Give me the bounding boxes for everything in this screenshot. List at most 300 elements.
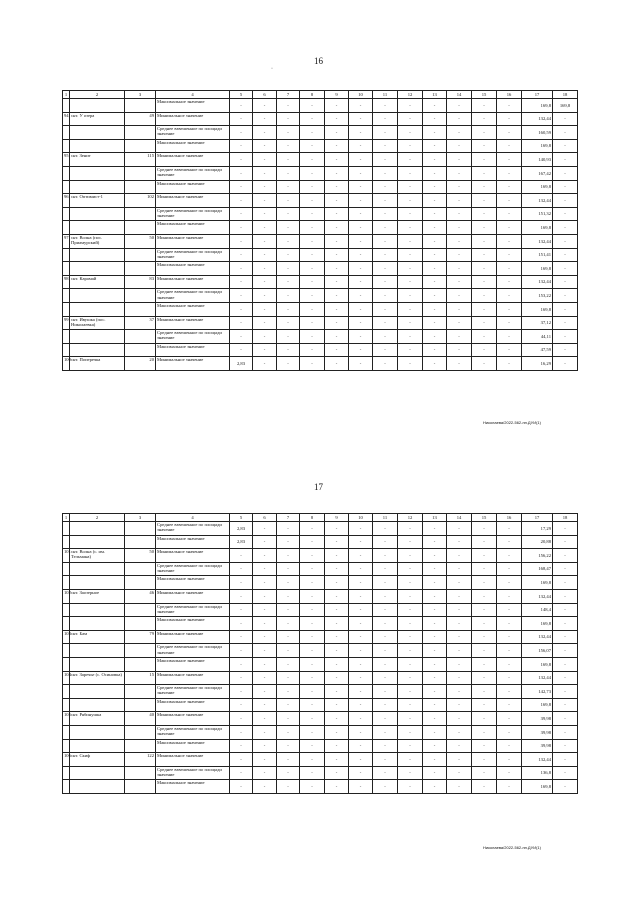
col-18-value: - bbox=[553, 535, 578, 549]
table-row bbox=[63, 576, 578, 590]
row-number-cell: 106 bbox=[63, 753, 70, 767]
col-5-value: - bbox=[230, 685, 253, 699]
settlement-name-cell bbox=[70, 766, 125, 780]
settlement-name-cell bbox=[70, 180, 125, 194]
col-15-value: - bbox=[472, 316, 497, 330]
settlement-name-cell: снт. Поперечка bbox=[70, 357, 125, 371]
col-7-value: - bbox=[277, 685, 300, 699]
col-17-value: 169,8 bbox=[522, 302, 553, 316]
col-17-value: 169,8 bbox=[522, 576, 553, 590]
col-13-value: - bbox=[423, 535, 447, 549]
col-15-value: - bbox=[472, 535, 497, 549]
col-17-value: 132,44 bbox=[522, 275, 553, 289]
plot-count-cell: 40 bbox=[125, 712, 156, 726]
col-15-value: - bbox=[472, 112, 497, 126]
settlement-name-cell bbox=[70, 139, 125, 153]
row-number-cell bbox=[63, 766, 70, 780]
row-number-cell: 96 bbox=[63, 194, 70, 208]
col-10-value: - bbox=[349, 712, 373, 726]
col-13-value: - bbox=[423, 780, 447, 794]
col-16-value: - bbox=[497, 99, 522, 113]
value-type-cell: Среднее взвешенное по площади значение bbox=[156, 207, 230, 221]
column-number: 6 bbox=[253, 91, 277, 99]
col-18-value: - bbox=[553, 549, 578, 563]
col-14-value: - bbox=[447, 630, 472, 644]
col-17-value: 169,8 bbox=[522, 139, 553, 153]
zone-values-table bbox=[62, 513, 578, 794]
col-7-value: - bbox=[277, 207, 300, 221]
col-7-value: - bbox=[277, 644, 300, 658]
col-11-value: - bbox=[373, 549, 398, 563]
settlement-name-cell bbox=[70, 221, 125, 235]
value-type-cell: Среднее взвешенное по площади значение bbox=[156, 562, 230, 576]
col-17-value: 132,44 bbox=[522, 753, 553, 767]
settlement-name-cell bbox=[70, 126, 125, 140]
table-row bbox=[63, 698, 578, 712]
value-type-cell: Максимальное значение bbox=[156, 139, 230, 153]
col-16-value: - bbox=[497, 549, 522, 563]
col-13-value: - bbox=[423, 522, 447, 536]
col-18-value: - bbox=[553, 753, 578, 767]
col-16-value: - bbox=[497, 603, 522, 617]
col-15-value: - bbox=[472, 262, 497, 276]
col-6-value: - bbox=[253, 766, 277, 780]
col-18-value: - bbox=[553, 180, 578, 194]
col-11-value: - bbox=[373, 685, 398, 699]
settlement-name-cell: снт. Волна (пос. Приамурский) bbox=[70, 234, 125, 248]
settlement-name-cell bbox=[70, 657, 125, 671]
col-7-value: - bbox=[277, 289, 300, 303]
table-row bbox=[63, 180, 578, 194]
table-row bbox=[63, 739, 578, 753]
row-number-cell bbox=[63, 725, 70, 739]
col-12-value: - bbox=[398, 589, 423, 603]
plot-count-cell: 83 bbox=[125, 275, 156, 289]
col-12-value: - bbox=[398, 207, 423, 221]
col-5-value: - bbox=[230, 316, 253, 330]
col-6-value: - bbox=[253, 330, 277, 344]
column-number: 1 bbox=[63, 91, 70, 99]
column-number-row bbox=[63, 514, 578, 522]
col-8-value: - bbox=[300, 630, 325, 644]
col-9-value: - bbox=[325, 153, 349, 167]
col-8-value: - bbox=[300, 685, 325, 699]
col-7-value: - bbox=[277, 139, 300, 153]
col-13-value: - bbox=[423, 630, 447, 644]
value-type-cell: Минимальное значение bbox=[156, 753, 230, 767]
col-7-value: - bbox=[277, 712, 300, 726]
col-13-value: - bbox=[423, 139, 447, 153]
col-11-value: - bbox=[373, 671, 398, 685]
col-16-value: - bbox=[497, 302, 522, 316]
col-8-value: - bbox=[300, 126, 325, 140]
value-type-cell: Максимальное значение bbox=[156, 262, 230, 276]
column-number: 8 bbox=[300, 91, 325, 99]
settlement-name-cell bbox=[70, 562, 125, 576]
row-number-cell bbox=[63, 644, 70, 658]
col-13-value: - bbox=[423, 126, 447, 140]
col-10-value: - bbox=[349, 139, 373, 153]
col-9-value: - bbox=[325, 126, 349, 140]
col-10-value: - bbox=[349, 180, 373, 194]
col-9-value: - bbox=[325, 671, 349, 685]
value-type-cell: Минимальное значение bbox=[156, 357, 230, 371]
col-12-value: - bbox=[398, 671, 423, 685]
col-15-value: - bbox=[472, 153, 497, 167]
col-14-value: - bbox=[447, 153, 472, 167]
settlement-name-cell bbox=[70, 603, 125, 617]
col-8-value: - bbox=[300, 535, 325, 549]
col-5-value: - bbox=[230, 603, 253, 617]
col-9-value: - bbox=[325, 725, 349, 739]
col-5-value: - bbox=[230, 221, 253, 235]
col-17-value: 151,41 bbox=[522, 248, 553, 262]
col-11-value: - bbox=[373, 535, 398, 549]
col-7-value: - bbox=[277, 562, 300, 576]
col-14-value: - bbox=[447, 221, 472, 235]
col-17-value: 132,44 bbox=[522, 630, 553, 644]
row-number-cell: 104 bbox=[63, 671, 70, 685]
column-number: 18 bbox=[553, 514, 578, 522]
column-number: 4 bbox=[156, 514, 230, 522]
col-11-value: - bbox=[373, 780, 398, 794]
col-13-value: - bbox=[423, 685, 447, 699]
value-type-cell: Максимальное значение bbox=[156, 576, 230, 590]
col-6-value: - bbox=[253, 343, 277, 357]
value-type-cell: Максимальное значение bbox=[156, 657, 230, 671]
col-5-value: - bbox=[230, 698, 253, 712]
row-number-cell bbox=[63, 330, 70, 344]
col-18-value: - bbox=[553, 698, 578, 712]
row-number-cell: 102 bbox=[63, 589, 70, 603]
col-10-value: - bbox=[349, 562, 373, 576]
col-6-value: - bbox=[253, 671, 277, 685]
col-14-value: - bbox=[447, 289, 472, 303]
value-type-cell: Минимальное значение bbox=[156, 112, 230, 126]
col-16-value: - bbox=[497, 576, 522, 590]
settlement-name-cell: снт. Заозерное bbox=[70, 589, 125, 603]
col-8-value: - bbox=[300, 343, 325, 357]
col-16-value: - bbox=[497, 289, 522, 303]
value-type-cell: Среднее взвешенное по площади значение bbox=[156, 522, 230, 536]
col-10-value: - bbox=[349, 549, 373, 563]
plot-count-cell bbox=[125, 99, 156, 113]
col-16-value: - bbox=[497, 180, 522, 194]
col-9-value: - bbox=[325, 712, 349, 726]
col-6-value: - bbox=[253, 112, 277, 126]
col-12-value: - bbox=[398, 139, 423, 153]
col-9-value: - bbox=[325, 576, 349, 590]
settlement-name-cell: снт. Ивушка (пос. Николаевка) bbox=[70, 316, 125, 330]
col-12-value: - bbox=[398, 180, 423, 194]
col-12-value: - bbox=[398, 753, 423, 767]
col-6-value: - bbox=[253, 221, 277, 235]
col-10-value: - bbox=[349, 275, 373, 289]
col-17-value: 44,11 bbox=[522, 330, 553, 344]
column-number: 11 bbox=[373, 91, 398, 99]
col-17-value: 151,32 bbox=[522, 207, 553, 221]
col-16-value: - bbox=[497, 617, 522, 631]
col-17-value: 140,93 bbox=[522, 153, 553, 167]
col-8-value: - bbox=[300, 153, 325, 167]
column-number: 3 bbox=[125, 91, 156, 99]
col-18-value: - bbox=[553, 562, 578, 576]
col-8-value: - bbox=[300, 698, 325, 712]
col-10-value: - bbox=[349, 330, 373, 344]
value-type-cell: Минимальное значение bbox=[156, 630, 230, 644]
col-12-value: - bbox=[398, 603, 423, 617]
col-13-value: - bbox=[423, 166, 447, 180]
col-8-value: - bbox=[300, 522, 325, 536]
col-14-value: - bbox=[447, 357, 472, 371]
col-9-value: - bbox=[325, 112, 349, 126]
col-17-value: 156,22 bbox=[522, 549, 553, 563]
col-18-value: 169,8 bbox=[553, 99, 578, 113]
col-5-value: - bbox=[230, 153, 253, 167]
col-15-value: - bbox=[472, 207, 497, 221]
column-number: 15 bbox=[472, 91, 497, 99]
col-12-value: - bbox=[398, 698, 423, 712]
row-number-cell bbox=[63, 685, 70, 699]
col-13-value: - bbox=[423, 343, 447, 357]
col-18-value: - bbox=[553, 357, 578, 371]
col-5-value: - bbox=[230, 234, 253, 248]
plot-count-cell bbox=[125, 126, 156, 140]
column-number: 11 bbox=[373, 514, 398, 522]
col-5-value: - bbox=[230, 262, 253, 276]
col-9-value: - bbox=[325, 248, 349, 262]
row-number-cell bbox=[63, 698, 70, 712]
column-number: 5 bbox=[230, 514, 253, 522]
col-16-value: - bbox=[497, 766, 522, 780]
col-13-value: - bbox=[423, 725, 447, 739]
col-14-value: - bbox=[447, 262, 472, 276]
table-row bbox=[63, 685, 578, 699]
col-7-value: - bbox=[277, 657, 300, 671]
settlement-name-cell bbox=[70, 617, 125, 631]
col-6-value: - bbox=[253, 549, 277, 563]
col-5-value: - bbox=[230, 139, 253, 153]
col-16-value: - bbox=[497, 112, 522, 126]
col-18-value: - bbox=[553, 262, 578, 276]
col-13-value: - bbox=[423, 562, 447, 576]
col-18-value: - bbox=[553, 522, 578, 536]
col-7-value: - bbox=[277, 316, 300, 330]
col-8-value: - bbox=[300, 712, 325, 726]
plot-count-cell: 79 bbox=[125, 630, 156, 644]
col-8-value: - bbox=[300, 725, 325, 739]
value-type-cell: Минимальное значение bbox=[156, 194, 230, 208]
col-11-value: - bbox=[373, 603, 398, 617]
col-18-value: - bbox=[553, 248, 578, 262]
row-number-cell bbox=[63, 221, 70, 235]
col-16-value: - bbox=[497, 685, 522, 699]
col-16-value: - bbox=[497, 207, 522, 221]
col-7-value: - bbox=[277, 576, 300, 590]
col-8-value: - bbox=[300, 289, 325, 303]
col-17-value: 169,8 bbox=[522, 180, 553, 194]
col-11-value: - bbox=[373, 522, 398, 536]
col-16-value: - bbox=[497, 780, 522, 794]
col-16-value: - bbox=[497, 275, 522, 289]
col-5-value: 2,83 bbox=[230, 522, 253, 536]
col-5-value: - bbox=[230, 248, 253, 262]
col-10-value: - bbox=[349, 194, 373, 208]
col-16-value: - bbox=[497, 739, 522, 753]
col-15-value: - bbox=[472, 234, 497, 248]
value-type-cell: Минимальное значение bbox=[156, 712, 230, 726]
col-7-value: - bbox=[277, 330, 300, 344]
table-row bbox=[63, 630, 578, 644]
col-10-value: - bbox=[349, 617, 373, 631]
col-11-value: - bbox=[373, 275, 398, 289]
col-18-value: - bbox=[553, 112, 578, 126]
col-18-value: - bbox=[553, 234, 578, 248]
col-12-value: - bbox=[398, 739, 423, 753]
row-number-cell: 101 bbox=[63, 549, 70, 563]
table-row bbox=[63, 671, 578, 685]
col-15-value: - bbox=[472, 522, 497, 536]
table-row bbox=[63, 522, 578, 536]
col-15-value: - bbox=[472, 671, 497, 685]
row-number-cell bbox=[63, 739, 70, 753]
column-number: 7 bbox=[277, 91, 300, 99]
col-13-value: - bbox=[423, 99, 447, 113]
col-5-value: - bbox=[230, 112, 253, 126]
col-11-value: - bbox=[373, 630, 398, 644]
col-17-value: 142,73 bbox=[522, 685, 553, 699]
col-13-value: - bbox=[423, 589, 447, 603]
col-11-value: - bbox=[373, 153, 398, 167]
row-number-cell bbox=[63, 99, 70, 113]
col-10-value: - bbox=[349, 302, 373, 316]
table-row bbox=[63, 780, 578, 794]
column-number: 18 bbox=[553, 91, 578, 99]
col-10-value: - bbox=[349, 657, 373, 671]
column-number: 14 bbox=[447, 91, 472, 99]
col-15-value: - bbox=[472, 357, 497, 371]
column-number: 13 bbox=[423, 91, 447, 99]
settlement-name-cell bbox=[70, 685, 125, 699]
col-10-value: - bbox=[349, 248, 373, 262]
col-17-value: 160,59 bbox=[522, 126, 553, 140]
col-6-value: - bbox=[253, 657, 277, 671]
row-number-cell bbox=[63, 207, 70, 221]
col-14-value: - bbox=[447, 766, 472, 780]
plot-count-cell bbox=[125, 657, 156, 671]
col-14-value: - bbox=[447, 549, 472, 563]
settlement-name-cell bbox=[70, 302, 125, 316]
col-15-value: - bbox=[472, 289, 497, 303]
col-15-value: - bbox=[472, 275, 497, 289]
col-15-value: - bbox=[472, 712, 497, 726]
col-18-value: - bbox=[553, 603, 578, 617]
col-12-value: - bbox=[398, 166, 423, 180]
value-type-cell: Максимальное значение bbox=[156, 221, 230, 235]
table-row bbox=[63, 562, 578, 576]
col-18-value: - bbox=[553, 153, 578, 167]
row-number-cell bbox=[63, 576, 70, 590]
col-16-value: - bbox=[497, 234, 522, 248]
settlement-name-cell: снт. Зенит bbox=[70, 153, 125, 167]
col-11-value: - bbox=[373, 739, 398, 753]
col-6-value: - bbox=[253, 535, 277, 549]
settlement-name-cell bbox=[70, 99, 125, 113]
col-11-value: - bbox=[373, 302, 398, 316]
col-9-value: - bbox=[325, 289, 349, 303]
col-13-value: - bbox=[423, 753, 447, 767]
col-11-value: - bbox=[373, 289, 398, 303]
col-13-value: - bbox=[423, 234, 447, 248]
col-17-value: 20,88 bbox=[522, 535, 553, 549]
settlement-name-cell bbox=[70, 166, 125, 180]
col-7-value: - bbox=[277, 112, 300, 126]
table-row bbox=[63, 330, 578, 344]
col-16-value: - bbox=[497, 126, 522, 140]
col-18-value: - bbox=[553, 343, 578, 357]
col-14-value: - bbox=[447, 166, 472, 180]
plot-count-cell bbox=[125, 330, 156, 344]
row-number-cell bbox=[63, 262, 70, 276]
col-6-value: - bbox=[253, 357, 277, 371]
col-7-value: - bbox=[277, 617, 300, 631]
plot-count-cell bbox=[125, 725, 156, 739]
col-12-value: - bbox=[398, 221, 423, 235]
col-16-value: - bbox=[497, 589, 522, 603]
col-6-value: - bbox=[253, 589, 277, 603]
col-14-value: - bbox=[447, 343, 472, 357]
col-11-value: - bbox=[373, 589, 398, 603]
plot-count-cell bbox=[125, 262, 156, 276]
settlement-name-cell bbox=[70, 739, 125, 753]
col-12-value: - bbox=[398, 357, 423, 371]
plot-count-cell: 102 bbox=[125, 194, 156, 208]
col-17-value: 169,8 bbox=[522, 780, 553, 794]
value-type-cell: Среднее взвешенное по площади значение bbox=[156, 766, 230, 780]
col-8-value: - bbox=[300, 780, 325, 794]
col-5-value: - bbox=[230, 617, 253, 631]
col-5-value: - bbox=[230, 562, 253, 576]
col-14-value: - bbox=[447, 207, 472, 221]
column-number: 12 bbox=[398, 91, 423, 99]
settlement-name-cell bbox=[70, 330, 125, 344]
col-7-value: - bbox=[277, 180, 300, 194]
col-14-value: - bbox=[447, 685, 472, 699]
scan-speck: · bbox=[271, 66, 273, 72]
col-5-value: - bbox=[230, 576, 253, 590]
col-6-value: - bbox=[253, 562, 277, 576]
col-13-value: - bbox=[423, 617, 447, 631]
col-14-value: - bbox=[447, 275, 472, 289]
col-5-value: - bbox=[230, 302, 253, 316]
col-14-value: - bbox=[447, 780, 472, 794]
value-type-cell: Максимальное значение bbox=[156, 780, 230, 794]
col-6-value: - bbox=[253, 289, 277, 303]
value-type-cell: Минимальное значение bbox=[156, 671, 230, 685]
col-14-value: - bbox=[447, 234, 472, 248]
col-5-value: - bbox=[230, 739, 253, 753]
col-15-value: - bbox=[472, 343, 497, 357]
col-9-value: - bbox=[325, 262, 349, 276]
col-16-value: - bbox=[497, 343, 522, 357]
table-row bbox=[63, 153, 578, 167]
col-6-value: - bbox=[253, 712, 277, 726]
col-6-value: - bbox=[253, 316, 277, 330]
col-7-value: - bbox=[277, 194, 300, 208]
row-number-cell bbox=[63, 139, 70, 153]
col-18-value: - bbox=[553, 275, 578, 289]
table-row bbox=[63, 753, 578, 767]
